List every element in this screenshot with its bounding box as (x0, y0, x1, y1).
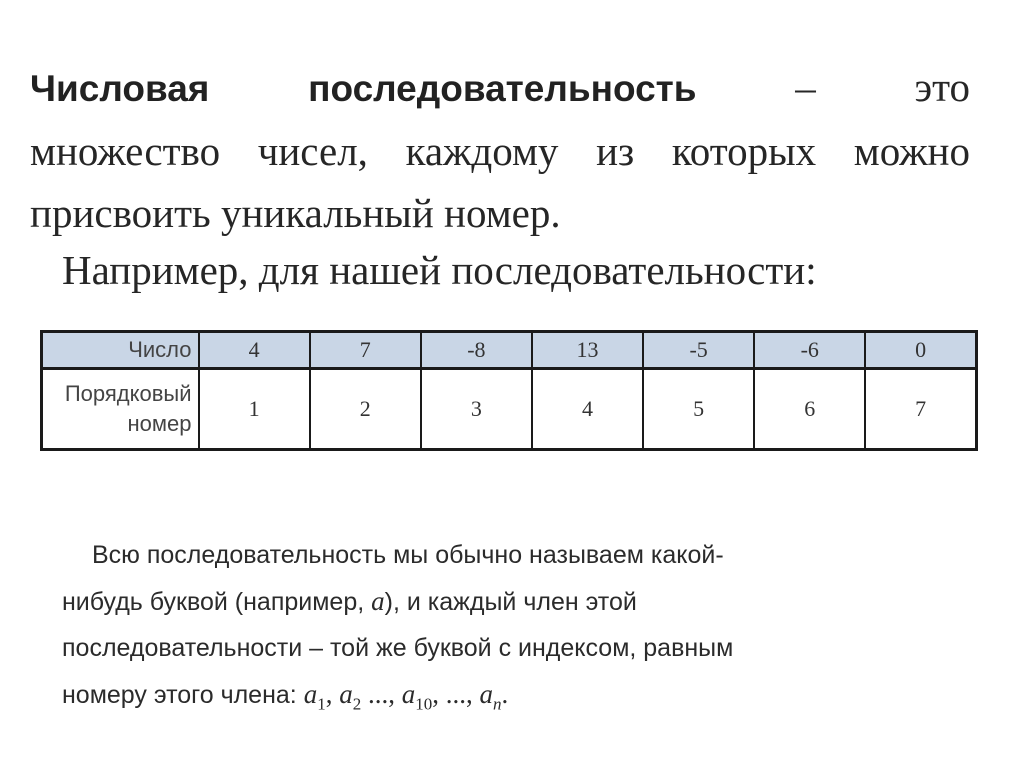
note-line-1 (62, 532, 902, 578)
number-cell: -6 (754, 332, 865, 369)
term-a10-sub: 10 (415, 694, 433, 714)
definition-paragraph (30, 56, 970, 244)
definition-dash: – (795, 64, 816, 110)
term-sep: , (325, 679, 340, 709)
note-line-3: последовательности – той же буквой с индексом, равным (62, 634, 734, 662)
note-line-2 (62, 578, 902, 625)
row-header-index-line-1: Порядковый (64, 381, 192, 406)
number-cell: 7 (310, 332, 421, 369)
note-line-4-a: номеру этого члена: (62, 681, 304, 709)
index-cell: 5 (643, 369, 754, 450)
number-cell: 0 (865, 332, 976, 369)
term-list (303, 679, 509, 714)
row-header-index-line-2: номер (127, 411, 192, 436)
index-cell: 3 (421, 369, 532, 450)
definition-line-3: присвоить уникальный номер. (30, 190, 561, 236)
term-a2-letter: a (339, 679, 353, 709)
note-line-4 (62, 671, 902, 727)
row-header-number: Число (42, 332, 199, 369)
definition-line-1 (30, 56, 970, 120)
example-intro: Например, для нашей последовательности: (62, 247, 817, 293)
number-cell: 13 (532, 332, 643, 369)
term-dots-2: , ..., (432, 679, 480, 709)
term-an-sub: n (492, 694, 502, 714)
index-cell: 2 (310, 369, 421, 450)
index-cell: 6 (754, 369, 865, 450)
term-a2-sub: 2 (352, 694, 362, 714)
term-dots-1: ..., (361, 679, 402, 709)
index-cell: 4 (532, 369, 643, 450)
definition-line-1-tail: это (914, 64, 970, 110)
definition-line-2: множество чисел, каждому из которых можно (30, 128, 970, 174)
term-a1-letter: a (303, 679, 318, 709)
number-cell: 4 (199, 332, 310, 369)
note-paragraph (62, 532, 902, 727)
number-cell: -8 (421, 332, 532, 369)
index-cell: 1 (199, 369, 310, 450)
index-cell: 7 (865, 369, 976, 450)
table-row-numbers (42, 332, 977, 369)
note-line-2-a: нибудь буквой (например, (62, 588, 372, 616)
row-header-index (42, 369, 199, 450)
term-end: . (501, 679, 509, 709)
note-line-2-b: ), и каждый член этой (384, 588, 637, 616)
note-line-1-text: Всю последовательность мы обычно называем какой- (92, 541, 724, 569)
term-a1-sub: 1 (317, 694, 326, 714)
sequence-letter: a (371, 586, 385, 616)
table-row-indices (42, 369, 977, 450)
sequence-table (40, 330, 978, 451)
number-cell: -5 (643, 332, 754, 369)
term-an-letter: a (479, 679, 493, 709)
term-a10-letter: a (401, 679, 416, 709)
term-heading: Числовая последовательность (30, 68, 697, 109)
